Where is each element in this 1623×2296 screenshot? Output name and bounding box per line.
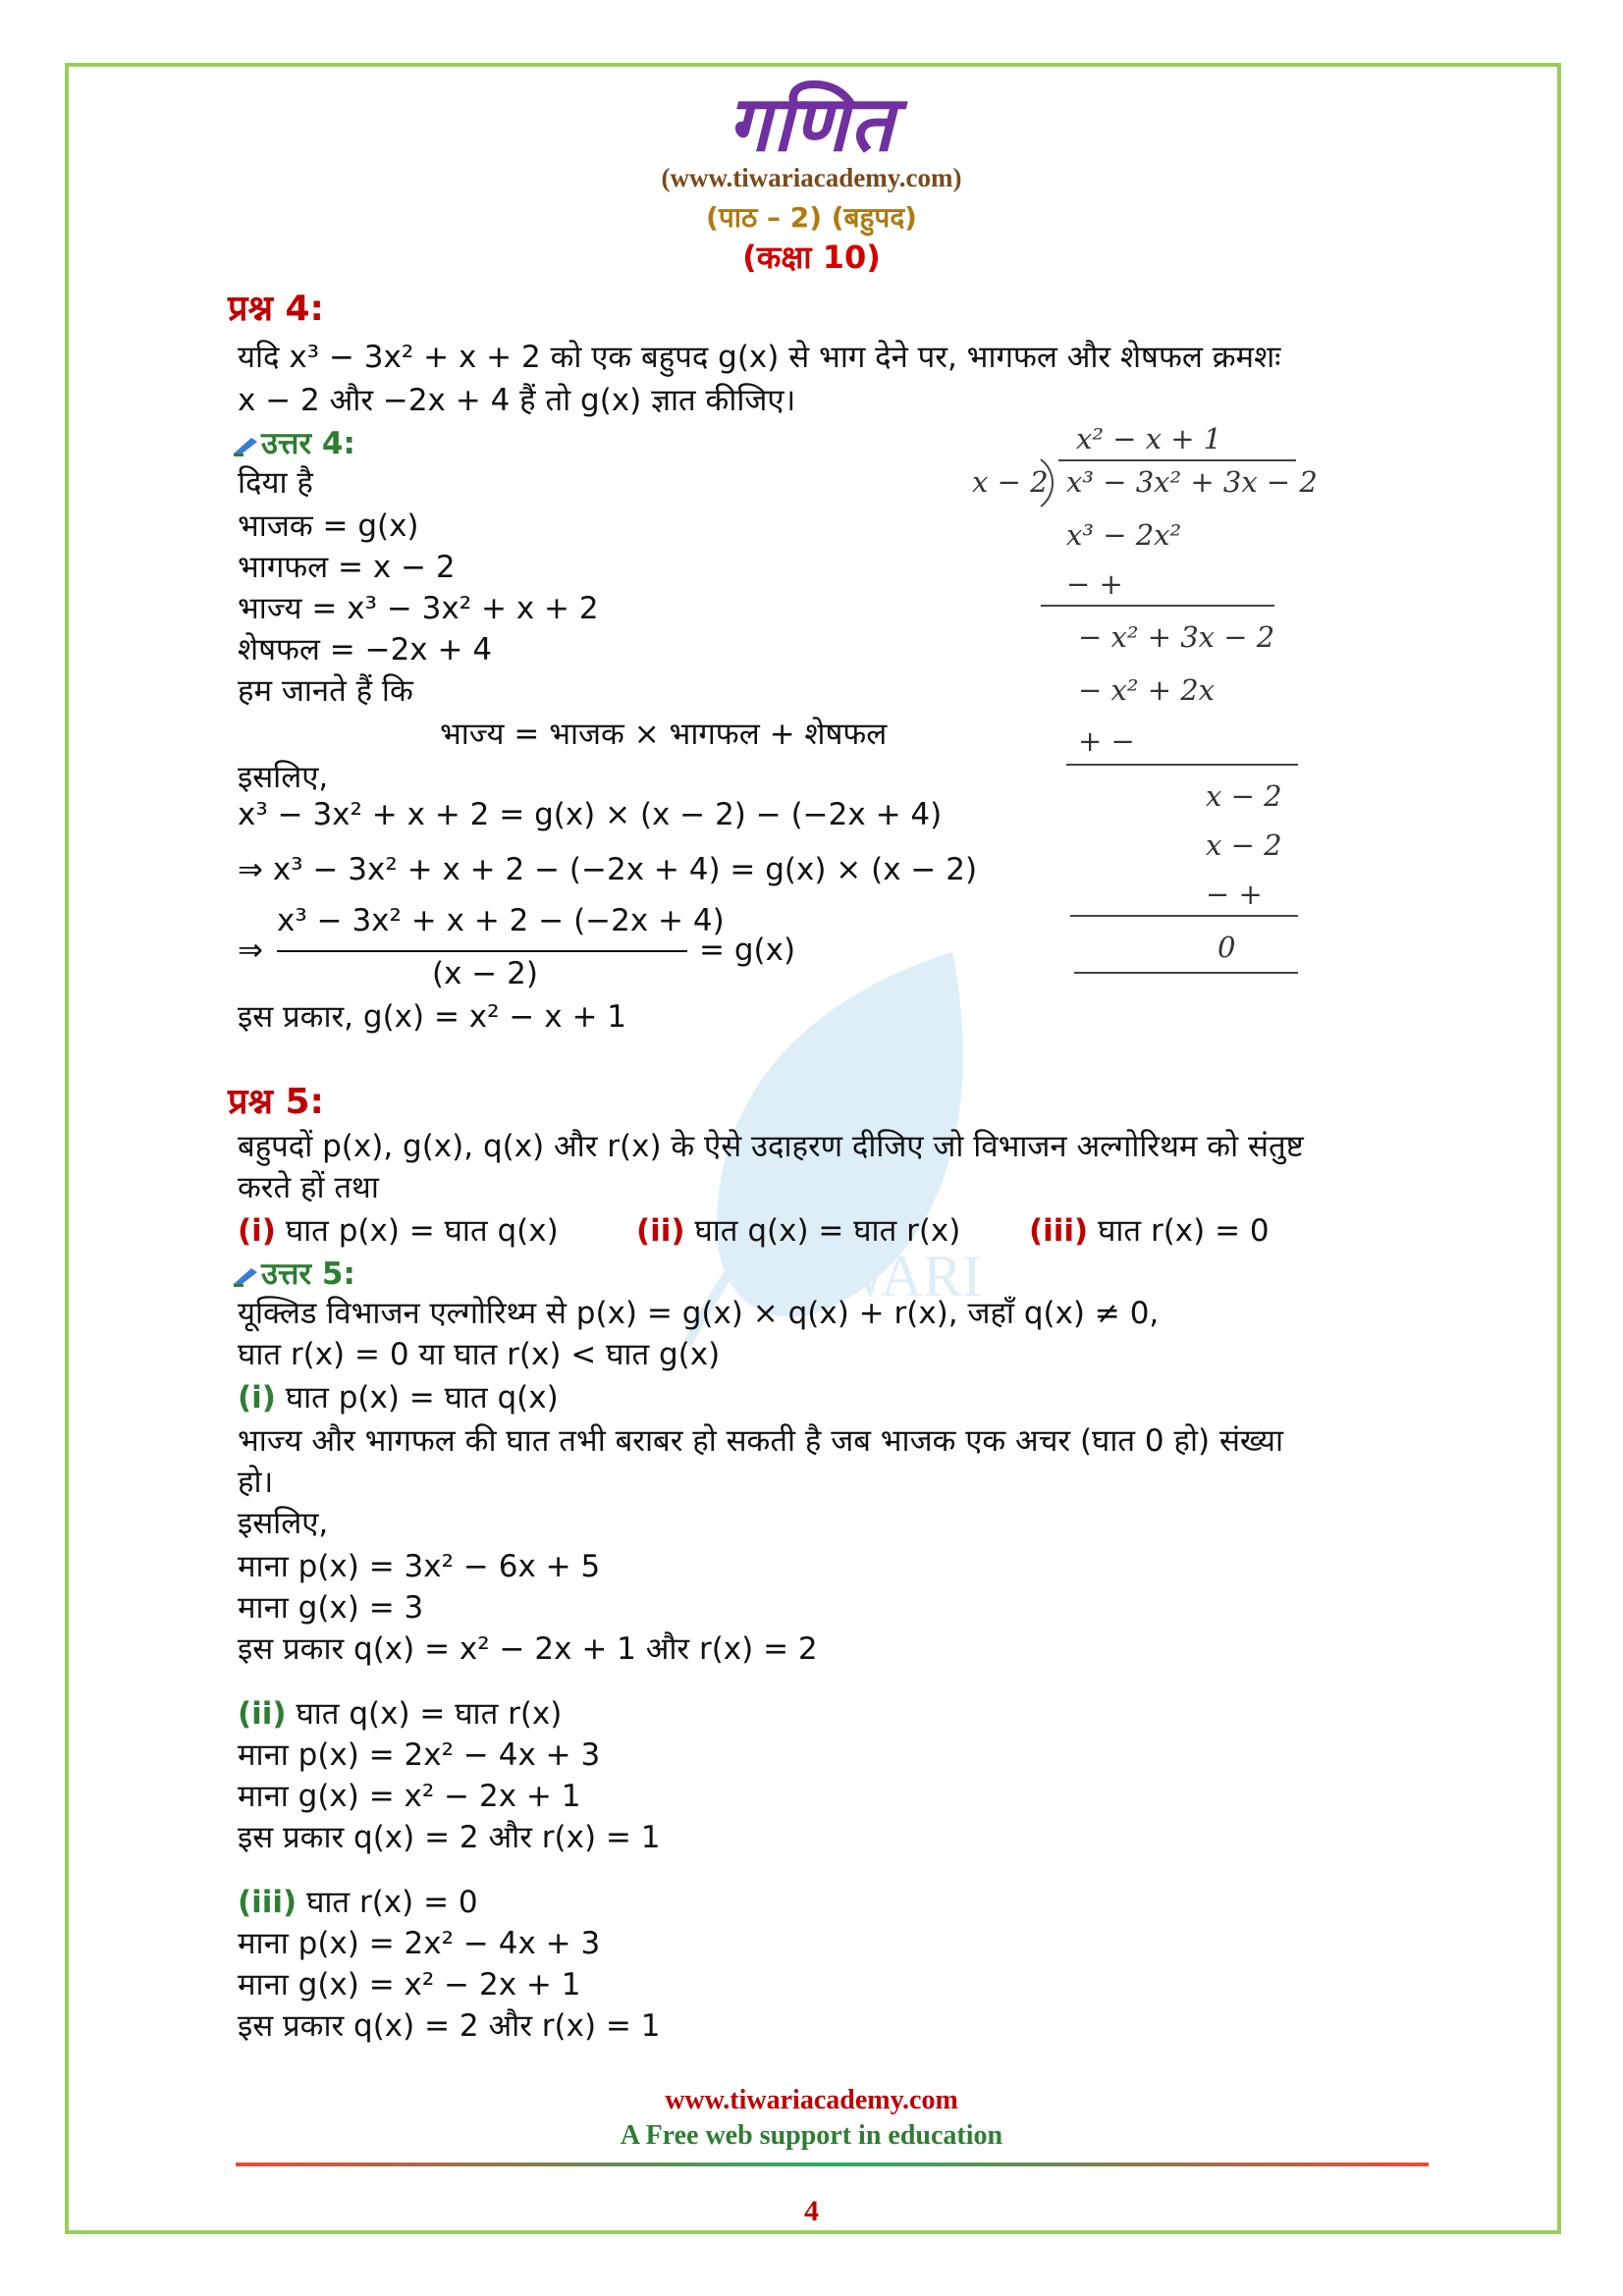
- quotient-line: भागफल = x − 2: [238, 550, 456, 585]
- fraction-denominator: (x − 2): [432, 956, 538, 991]
- option-ii-text: घात q(x) = घात r(x): [684, 1213, 961, 1249]
- part-i-label: (i): [238, 1380, 276, 1415]
- answer-4-heading: [232, 422, 355, 463]
- division-formula: भाज्य = भाजक × भागफल + शेषफल: [440, 717, 888, 752]
- part-iii-text: घात r(x) = 0: [297, 1885, 478, 1920]
- ld-step-3-signs: − +: [1206, 878, 1263, 911]
- part-i-line-6: इस प्रकार q(x) = x² − 2x + 1 और r(x) = 2: [238, 1631, 818, 1667]
- ld-bracket: [1039, 457, 1060, 508]
- part-ii-line-3: इस प्रकार q(x) = 2 और r(x) = 1: [238, 1820, 661, 1855]
- ld-step-2-signs: + −: [1078, 724, 1135, 758]
- part-iii-title: [238, 1881, 478, 1922]
- ld-final: 0: [1217, 931, 1236, 964]
- ld-dividend: x³ − 3x² + 3x − 2: [1066, 465, 1318, 499]
- ld-remainder-1: − x² + 3x − 2: [1078, 620, 1275, 654]
- chapter-label: (पाठ – 2) (बहुपद): [706, 201, 917, 234]
- ld-step-1-signs: − +: [1066, 567, 1123, 601]
- ld-divisor: x − 2: [972, 465, 1049, 499]
- part-iii-line-2: माना g(x) = x² − 2x + 1: [238, 1967, 581, 2002]
- we-know-line: हम जानते हैं कि: [238, 673, 413, 709]
- footer-website-link[interactable]: www.tiwariacademy.com: [665, 2085, 958, 2115]
- question-5-heading: प्रश्न 5:: [228, 1082, 324, 1122]
- question-4-heading: प्रश्न 4:: [228, 289, 324, 329]
- ld-line-3: [1070, 915, 1298, 917]
- ld-step-3: x − 2: [1206, 828, 1282, 862]
- header-website: (www.tiwariacademy.com): [661, 163, 962, 192]
- therefore-line: इसलिए,: [238, 760, 329, 795]
- part-i-line-1: भाज्य और भागफल की घात तभी बराबर हो सकती है जब भाजक एक अचर (घात 0 हो) संख्या: [238, 1423, 1284, 1459]
- equation-3-rhs: = g(x): [699, 933, 796, 968]
- part-i-line-2: हो।: [238, 1465, 274, 1500]
- svg-text:TIWARI: TIWARI: [776, 1244, 982, 1308]
- dividend-line: भाज्य = x³ − 3x² + x + 2: [238, 591, 599, 626]
- ld-line-4: [1074, 972, 1298, 974]
- page-number: 4: [804, 2195, 819, 2227]
- footer-divider: [236, 2163, 1429, 2166]
- option-ii-label: (ii): [636, 1213, 685, 1249]
- remainder-line: शेषफल = −2x + 4: [238, 632, 493, 667]
- option-i: [238, 1209, 559, 1251]
- footer-tagline: A Free web support in education: [620, 2120, 1003, 2151]
- ld-quotient: x² − x + 1: [1076, 422, 1222, 455]
- part-ii-line-2: माना g(x) = x² − 2x + 1: [238, 1779, 581, 1814]
- equation-3-arrow: ⇒: [238, 933, 263, 968]
- part-i-line-4: माना p(x) = 3x² − 6x + 5: [238, 1549, 601, 1584]
- option-iii-label: (iii): [1029, 1213, 1089, 1249]
- pen-icon: [232, 434, 259, 457]
- class-label: (कक्षा 10): [742, 239, 881, 276]
- part-i-title: [238, 1376, 559, 1417]
- answer-4-label: उत्तर 4:: [261, 426, 355, 461]
- option-i-label: (i): [238, 1213, 276, 1249]
- part-i-line-3: इसलिए,: [238, 1506, 329, 1541]
- part-ii-title: [238, 1692, 562, 1734]
- part-iii-line-3: इस प्रकार q(x) = 2 और r(x) = 1: [238, 2008, 661, 2044]
- ld-line-2: [1066, 764, 1298, 766]
- part-i-text: घात p(x) = घात q(x): [275, 1380, 559, 1415]
- equation-2: ⇒ x³ − 3x² + x + 2 − (−2x + 4) = g(x) × (x − 2): [238, 852, 978, 887]
- q4-result: इस प्रकार, g(x) = x² − x + 1: [238, 999, 626, 1035]
- pen-icon: [232, 1264, 259, 1288]
- ld-remainder-2: x − 2: [1206, 779, 1282, 813]
- part-ii-label: (ii): [238, 1696, 287, 1732]
- option-ii: [636, 1209, 960, 1251]
- option-iii: [1029, 1209, 1270, 1251]
- fraction-numerator: x³ − 3x² + x + 2 − (−2x + 4): [277, 903, 725, 938]
- part-i-line-5: माना g(x) = 3: [238, 1590, 424, 1626]
- answer-5-label: उत्तर 5:: [261, 1256, 355, 1292]
- part-ii-line-1: माना p(x) = 2x² − 4x + 3: [238, 1737, 601, 1773]
- part-iii-label: (iii): [238, 1885, 298, 1920]
- answer-5-heading: [232, 1253, 355, 1294]
- part-iii-line-1: माना p(x) = 2x² − 4x + 3: [238, 1926, 601, 1961]
- equation-1: x³ − 3x² + x + 2 = g(x) × (x − 2) − (−2x + 4): [238, 797, 943, 832]
- euclid-line-2: घात r(x) = 0 या घात r(x) < घात g(x): [238, 1337, 721, 1372]
- ld-quotient-line: [1058, 459, 1296, 461]
- part-ii-text: घात q(x) = घात r(x): [286, 1696, 563, 1732]
- ld-line-1: [1041, 605, 1274, 607]
- page-title: गणित: [728, 80, 895, 169]
- fraction-bar: [277, 950, 687, 952]
- ld-step-2: − x² + 2x: [1078, 673, 1216, 707]
- option-iii-text: घात r(x) = 0: [1088, 1213, 1270, 1249]
- question-4-line-2: x − 2 और −2x + 4 हैं तो g(x) ज्ञात कीजिए।: [238, 383, 796, 418]
- question-5-line-1: बहुपदों p(x), g(x), q(x) और r(x) के ऐसे उदाहरण दीजिए जो विभाजन अल्गोरिथम को संतुष्ट: [238, 1129, 1304, 1164]
- long-division: [972, 412, 1325, 982]
- ld-step-1: x³ − 2x²: [1066, 518, 1182, 552]
- given-label: दिया है: [238, 465, 313, 501]
- euclid-line-1: यूक्लिड विभाजन एल्गोरिथ्म से p(x) = g(x) × q(x) + r(x), जहाँ q(x) ≠ 0,: [238, 1296, 1160, 1331]
- question-5-line-2: करते हों तथा: [238, 1170, 379, 1205]
- question-4-line-1: यदि x³ − 3x² + x + 2 को एक बहुपद g(x) से भाग देने पर, भागफल और शेषफल क्रमशः: [238, 340, 1281, 375]
- option-i-text: घात p(x) = घात q(x): [275, 1213, 559, 1249]
- divisor-line: भाजक = g(x): [238, 508, 419, 544]
